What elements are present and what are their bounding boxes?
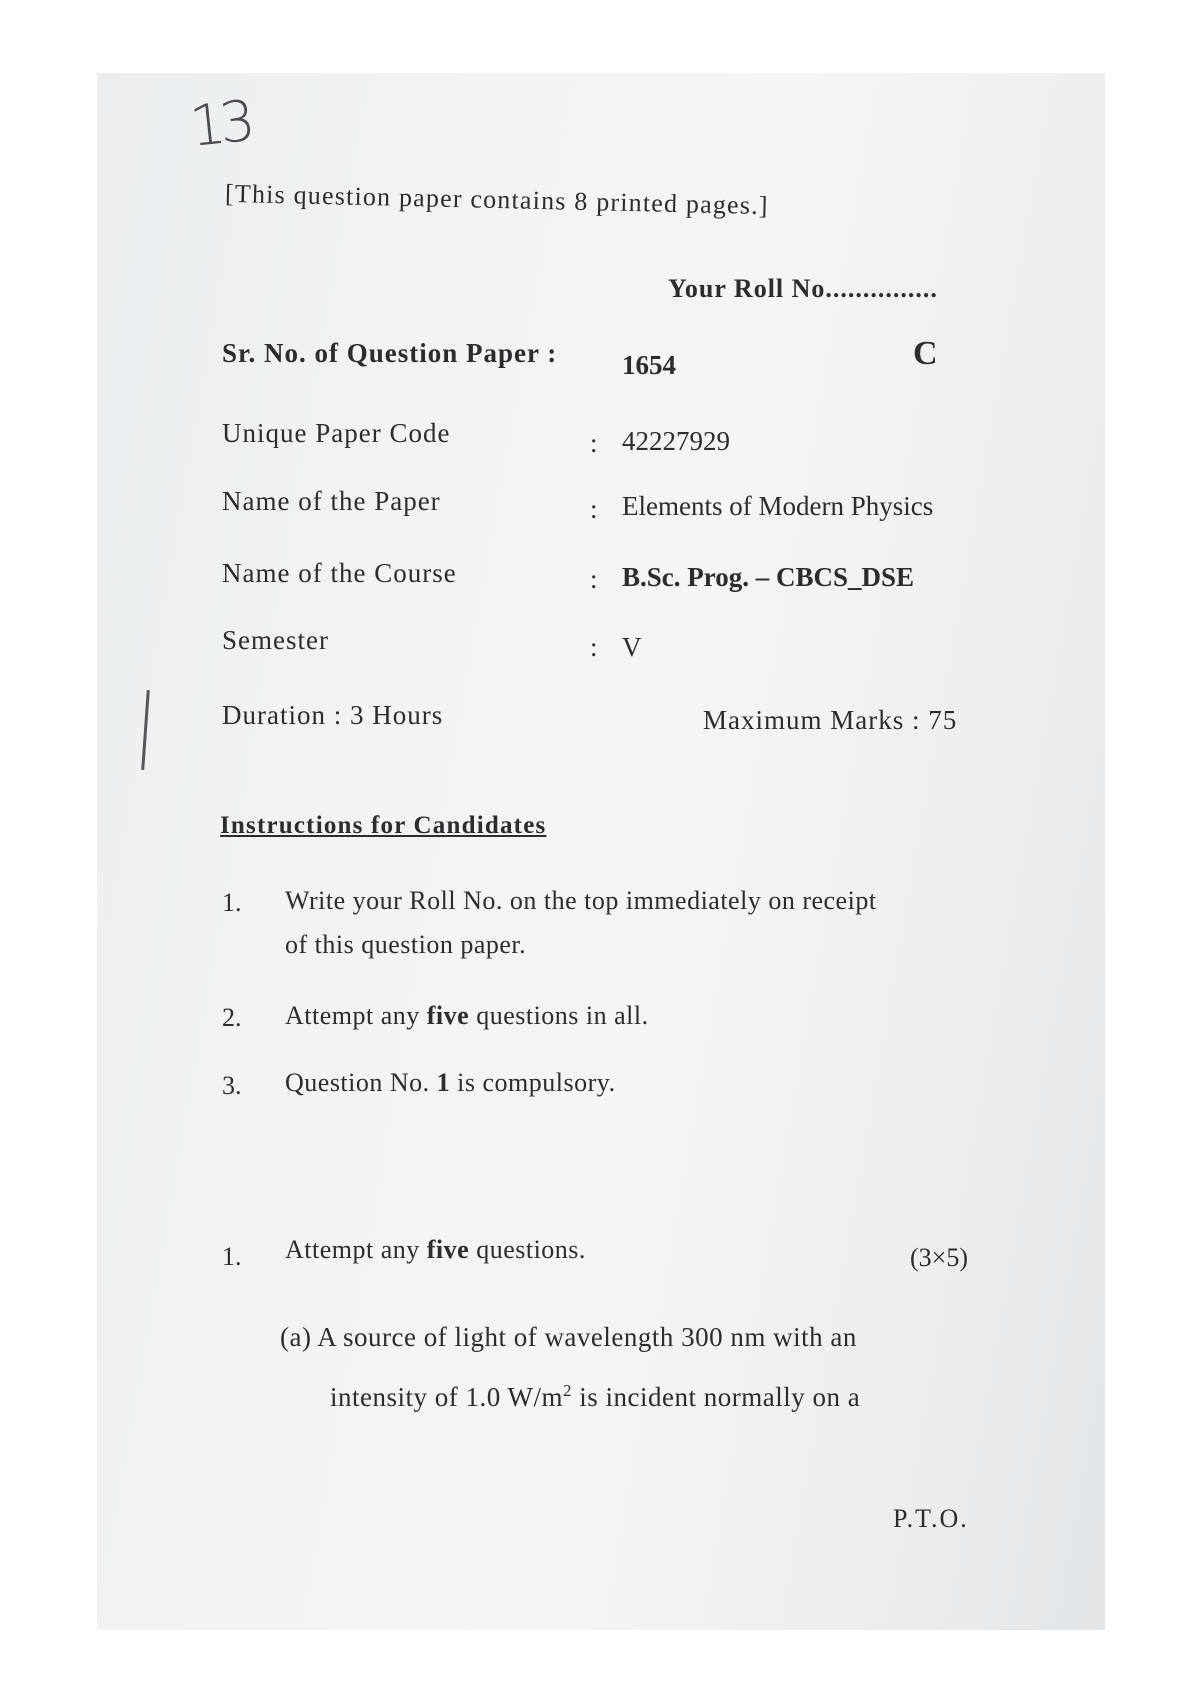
question-number: 1. [222,1242,242,1271]
semester-label: Semester [222,625,329,655]
unique-code-label: Unique Paper Code [222,418,451,448]
course-label: Name of the Course [222,558,457,588]
instruction-number: 1. [222,888,242,917]
instructions-heading: Instructions for Candidates [220,812,547,839]
duration: Duration : 3 Hours [222,700,444,730]
handwritten-page-number: 13 [186,89,253,160]
instruction-1-line-2: of this question paper. [285,930,527,959]
colon: : [590,428,598,458]
course-value: B.Sc. Prog. – CBCS_DSE [622,562,915,592]
unique-code-value: 42227929 [622,426,730,456]
pages-note: [This question paper contains 8 printed pages.] [224,178,770,221]
pto-label: P.T.O. [893,1504,969,1533]
series-letter: C [913,335,938,372]
question-1a-line-1: (a) A source of light of wavelength 300 nm with an [280,1322,857,1352]
colon: : [590,494,598,524]
paper-name-label: Name of the Paper [222,486,441,516]
roll-no-label: Your Roll No............... [668,274,938,303]
instruction-1-line-1: Write your Roll No. on the top immediately on receipt [285,886,877,915]
paper-name-value: Elements of Modern Physics [622,491,934,521]
question-1-prompt: Attempt any five questions. [285,1235,586,1264]
maximum-marks: Maximum Marks : 75 [703,705,958,735]
question-1-marks: (3×5) [910,1243,968,1272]
instruction-2: Attempt any five questions in all. [285,1001,649,1030]
semester-value: V [622,632,642,662]
sr-no-label: Sr. No. of Question Paper : [222,338,558,368]
question-1a-line-2: intensity of 1.0 $W/m^2$ is incident normally on a [330,1381,861,1412]
colon: : [590,564,598,594]
instruction-number: 2. [222,1003,242,1032]
sr-no-value: 1654 [622,350,676,380]
colon: : [590,632,598,662]
instruction-3: Question No. 1 is compulsory. [285,1068,616,1097]
instruction-number: 3. [222,1071,242,1100]
